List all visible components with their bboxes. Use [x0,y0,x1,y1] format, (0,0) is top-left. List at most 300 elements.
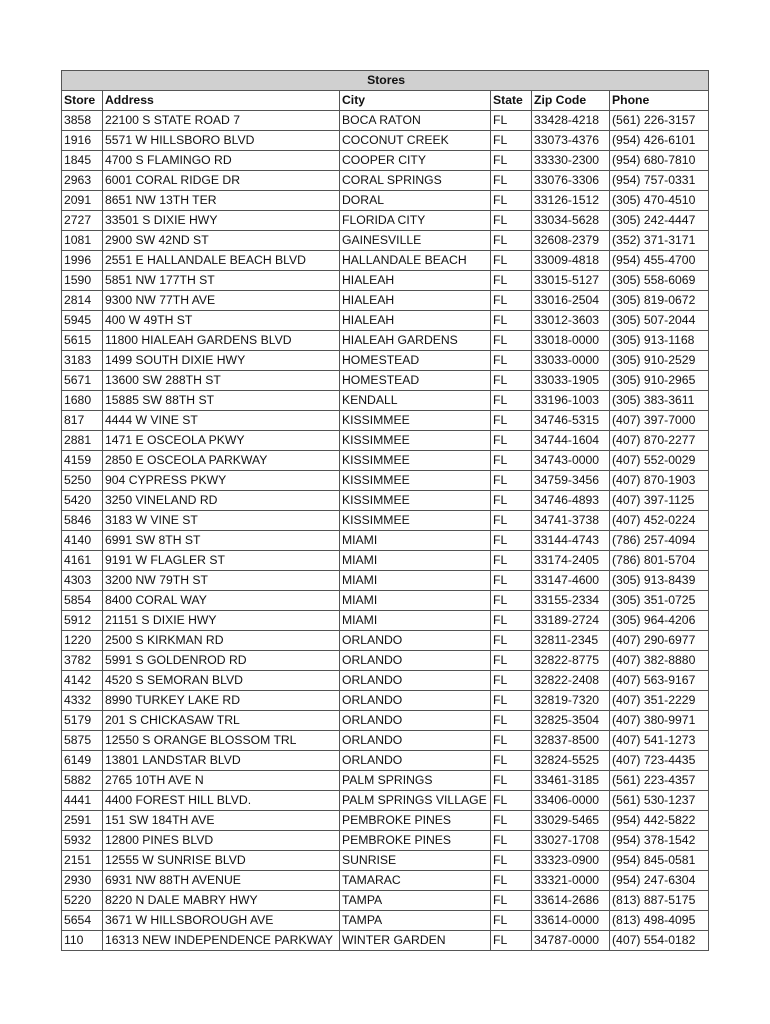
cell-store-number: 5875 [62,731,103,751]
cell-store-number: 1590 [62,271,103,291]
cell-state: FL [491,571,532,591]
cell-state: FL [491,111,532,131]
header-state: State [491,91,532,111]
cell-city: ORLANDO [340,711,491,731]
cell-city: CORAL SPRINGS [340,171,491,191]
table-row [62,251,709,271]
table-row [62,771,709,791]
cell-phone: (305) 351-0725 [610,591,709,611]
cell-store-number: 2727 [62,211,103,231]
cell-phone: (305) 964-4206 [610,611,709,631]
table-row [62,731,709,751]
cell-state: FL [491,191,532,211]
cell-city: KISSIMMEE [340,451,491,471]
cell-phone: (407) 382-8880 [610,651,709,671]
cell-store-number: 4332 [62,691,103,711]
cell-city: MIAMI [340,551,491,571]
cell-store-number: 5220 [62,891,103,911]
cell-store-number: 817 [62,411,103,431]
cell-address: 2551 E HALLANDALE BEACH BLVD [103,251,340,271]
cell-phone: (786) 801-5704 [610,551,709,571]
cell-state: FL [491,891,532,911]
cell-address: 5571 W HILLSBORO BLVD [103,131,340,151]
cell-zip-code: 33321-0000 [532,871,610,891]
cell-zip-code: 34741-3738 [532,511,610,531]
cell-phone: (305) 910-2529 [610,351,709,371]
cell-state: FL [491,831,532,851]
cell-address: 1471 E OSCEOLA PKWY [103,431,340,451]
cell-zip-code: 33076-3306 [532,171,610,191]
cell-address: 3200 NW 79TH ST [103,571,340,591]
cell-store-number: 4161 [62,551,103,571]
cell-phone: (407) 380-9971 [610,711,709,731]
cell-zip-code: 32824-5525 [532,751,610,771]
cell-phone: (954) 426-6101 [610,131,709,151]
cell-address: 2500 S KIRKMAN RD [103,631,340,651]
cell-store-number: 5671 [62,371,103,391]
cell-address: 21151 S DIXIE HWY [103,611,340,631]
cell-city: KISSIMMEE [340,471,491,491]
cell-address: 33501 S DIXIE HWY [103,211,340,231]
cell-phone: (407) 723-4435 [610,751,709,771]
cell-address: 3250 VINELAND RD [103,491,340,511]
cell-zip-code: 33033-1905 [532,371,610,391]
table-row [62,631,709,651]
header-city: City [340,91,491,111]
cell-zip-code: 33016-2504 [532,291,610,311]
cell-store-number: 1845 [62,151,103,171]
cell-address: 2850 E OSCEOLA PARKWAY [103,451,340,471]
table-row [62,891,709,911]
table-row [62,611,709,631]
cell-city: PALM SPRINGS VILLAGE [340,791,491,811]
cell-zip-code: 34743-0000 [532,451,610,471]
cell-phone: (954) 378-1542 [610,831,709,851]
table-row [62,531,709,551]
cell-address: 400 W 49TH ST [103,311,340,331]
cell-zip-code: 33174-2405 [532,551,610,571]
cell-address: 11800 HIALEAH GARDENS BLVD [103,331,340,351]
cell-city: PEMBROKE PINES [340,811,491,831]
cell-address: 13801 LANDSTAR BLVD [103,751,340,771]
cell-address: 151 SW 184TH AVE [103,811,340,831]
cell-phone: (954) 680-7810 [610,151,709,171]
cell-zip-code: 32825-3504 [532,711,610,731]
cell-zip-code: 33018-0000 [532,331,610,351]
cell-address: 3183 W VINE ST [103,511,340,531]
cell-store-number: 2930 [62,871,103,891]
cell-phone: (407) 397-7000 [610,411,709,431]
cell-state: FL [491,711,532,731]
table-body [62,111,709,951]
cell-state: FL [491,871,532,891]
cell-store-number: 2881 [62,431,103,451]
cell-zip-code: 33614-0000 [532,911,610,931]
cell-zip-code: 33012-3603 [532,311,610,331]
cell-zip-code: 33147-4600 [532,571,610,591]
cell-zip-code: 33189-2724 [532,611,610,631]
table-row [62,371,709,391]
cell-city: KISSIMMEE [340,491,491,511]
cell-address: 3671 W HILLSBOROUGH AVE [103,911,340,931]
cell-address: 9300 NW 77TH AVE [103,291,340,311]
table-row [62,131,709,151]
cell-store-number: 5615 [62,331,103,351]
cell-city: ORLANDO [340,691,491,711]
cell-store-number: 5846 [62,511,103,531]
stores-table [61,70,709,951]
cell-state: FL [491,431,532,451]
cell-state: FL [491,371,532,391]
cell-state: FL [491,771,532,791]
cell-city: MIAMI [340,591,491,611]
cell-state: FL [491,451,532,471]
cell-phone: (407) 397-1125 [610,491,709,511]
cell-phone: (407) 870-1903 [610,471,709,491]
cell-state: FL [491,651,532,671]
cell-address: 5991 S GOLDENROD RD [103,651,340,671]
cell-store-number: 3782 [62,651,103,671]
table-row [62,391,709,411]
cell-city: COOPER CITY [340,151,491,171]
cell-zip-code: 33009-4818 [532,251,610,271]
cell-state: FL [491,931,532,951]
cell-zip-code: 32608-2379 [532,231,610,251]
table-row [62,331,709,351]
cell-address: 4520 S SEMORAN BLVD [103,671,340,691]
cell-zip-code: 34746-4893 [532,491,610,511]
cell-store-number: 2591 [62,811,103,831]
cell-city: HIALEAH [340,311,491,331]
cell-state: FL [491,731,532,751]
cell-zip-code: 33073-4376 [532,131,610,151]
table-row [62,871,709,891]
table-row [62,451,709,471]
cell-zip-code: 33126-1512 [532,191,610,211]
cell-city: HIALEAH [340,291,491,311]
cell-city: ORLANDO [340,651,491,671]
cell-city: BOCA RATON [340,111,491,131]
cell-state: FL [491,631,532,651]
cell-state: FL [491,291,532,311]
cell-state: FL [491,311,532,331]
cell-address: 9191 W FLAGLER ST [103,551,340,571]
table-row [62,851,709,871]
cell-phone: (954) 455-4700 [610,251,709,271]
cell-phone: (954) 845-0581 [610,851,709,871]
cell-zip-code: 33033-0000 [532,351,610,371]
header-store: Store [62,91,103,111]
cell-phone: (407) 563-9167 [610,671,709,691]
table-row [62,291,709,311]
cell-phone: (305) 383-3611 [610,391,709,411]
cell-state: FL [491,391,532,411]
cell-state: FL [491,491,532,511]
cell-phone: (407) 452-0224 [610,511,709,531]
cell-address: 201 S CHICKASAW TRL [103,711,340,731]
cell-city: ORLANDO [340,631,491,651]
table-row [62,471,709,491]
cell-store-number: 3183 [62,351,103,371]
cell-zip-code: 34746-5315 [532,411,610,431]
cell-zip-code: 33155-2334 [532,591,610,611]
cell-city: KISSIMMEE [340,511,491,531]
cell-address: 8651 NW 13TH TER [103,191,340,211]
cell-store-number: 5654 [62,911,103,931]
cell-zip-code: 33034-5628 [532,211,610,231]
cell-address: 904 CYPRESS PKWY [103,471,340,491]
table-row [62,191,709,211]
cell-zip-code: 34787-0000 [532,931,610,951]
stores-sheet [61,70,708,951]
cell-state: FL [491,231,532,251]
cell-state: FL [491,411,532,431]
cell-state: FL [491,591,532,611]
cell-address: 8400 CORAL WAY [103,591,340,611]
cell-state: FL [491,151,532,171]
cell-zip-code: 33614-2686 [532,891,610,911]
cell-city: ORLANDO [340,751,491,771]
cell-city: MIAMI [340,531,491,551]
cell-phone: (407) 554-0182 [610,931,709,951]
table-row [62,311,709,331]
table-row [62,551,709,571]
cell-city: TAMARAC [340,871,491,891]
cell-address: 15885 SW 88TH ST [103,391,340,411]
cell-store-number: 5932 [62,831,103,851]
cell-store-number: 1220 [62,631,103,651]
cell-city: PALM SPRINGS [340,771,491,791]
table-row [62,571,709,591]
table-row [62,591,709,611]
cell-city: WINTER GARDEN [340,931,491,951]
cell-state: FL [491,331,532,351]
cell-state: FL [491,611,532,631]
cell-city: SUNRISE [340,851,491,871]
cell-address: 12800 PINES BLVD [103,831,340,851]
cell-address: 6991 SW 8TH ST [103,531,340,551]
cell-state: FL [491,511,532,531]
table-title: Stores [62,71,709,91]
header-address: Address [103,91,340,111]
cell-store-number: 4140 [62,531,103,551]
header-zip-code: Zip Code [532,91,610,111]
cell-store-number: 6149 [62,751,103,771]
table-row [62,791,709,811]
cell-phone: (305) 470-4510 [610,191,709,211]
table-row [62,711,709,731]
table-row [62,231,709,251]
cell-phone: (407) 541-1273 [610,731,709,751]
cell-zip-code: 33144-4743 [532,531,610,551]
cell-zip-code: 33029-5465 [532,811,610,831]
cell-store-number: 4142 [62,671,103,691]
cell-address: 2900 SW 42ND ST [103,231,340,251]
cell-zip-code: 33406-0000 [532,791,610,811]
cell-city: TAMPA [340,911,491,931]
cell-state: FL [491,131,532,151]
cell-phone: (407) 552-0029 [610,451,709,471]
cell-store-number: 110 [62,931,103,951]
cell-city: HALLANDALE BEACH [340,251,491,271]
table-row [62,931,709,951]
cell-address: 6931 NW 88TH AVENUE [103,871,340,891]
cell-phone: (561) 226-3157 [610,111,709,131]
cell-address: 8220 N DALE MABRY HWY [103,891,340,911]
cell-city: HOMESTEAD [340,351,491,371]
cell-city: GAINESVILLE [340,231,491,251]
cell-phone: (407) 351-2229 [610,691,709,711]
cell-phone: (813) 887-5175 [610,891,709,911]
cell-address: 1499 SOUTH DIXIE HWY [103,351,340,371]
cell-store-number: 4159 [62,451,103,471]
cell-phone: (786) 257-4094 [610,531,709,551]
cell-address: 6001 CORAL RIDGE DR [103,171,340,191]
cell-zip-code: 33461-3185 [532,771,610,791]
cell-city: ORLANDO [340,671,491,691]
cell-state: FL [491,851,532,871]
cell-state: FL [491,551,532,571]
cell-zip-code: 33027-1708 [532,831,610,851]
cell-store-number: 1680 [62,391,103,411]
cell-store-number: 5179 [62,711,103,731]
cell-zip-code: 33015-5127 [532,271,610,291]
cell-state: FL [491,751,532,771]
cell-store-number: 5882 [62,771,103,791]
cell-phone: (305) 558-6069 [610,271,709,291]
cell-phone: (561) 530-1237 [610,791,709,811]
cell-zip-code: 34759-3456 [532,471,610,491]
cell-phone: (813) 498-4095 [610,911,709,931]
cell-zip-code: 32811-2345 [532,631,610,651]
cell-state: FL [491,171,532,191]
cell-store-number: 5420 [62,491,103,511]
cell-state: FL [491,691,532,711]
cell-phone: (305) 819-0672 [610,291,709,311]
table-row [62,811,709,831]
cell-store-number: 4441 [62,791,103,811]
table-row [62,671,709,691]
cell-phone: (305) 507-2044 [610,311,709,331]
cell-state: FL [491,271,532,291]
cell-store-number: 4303 [62,571,103,591]
cell-store-number: 3858 [62,111,103,131]
table-row [62,911,709,931]
cell-zip-code: 34744-1604 [532,431,610,451]
cell-address: 4444 W VINE ST [103,411,340,431]
cell-store-number: 1081 [62,231,103,251]
cell-phone: (305) 913-8439 [610,571,709,591]
cell-address: 13600 SW 288TH ST [103,371,340,391]
cell-state: FL [491,211,532,231]
table-row [62,651,709,671]
cell-state: FL [491,671,532,691]
table-row [62,491,709,511]
cell-store-number: 1916 [62,131,103,151]
cell-store-number: 5854 [62,591,103,611]
cell-phone: (954) 247-6304 [610,871,709,891]
cell-city: KENDALL [340,391,491,411]
cell-phone: (561) 223-4357 [610,771,709,791]
cell-phone: (352) 371-3171 [610,231,709,251]
cell-state: FL [491,531,532,551]
cell-city: MIAMI [340,611,491,631]
header-phone: Phone [610,91,709,111]
cell-state: FL [491,811,532,831]
cell-city: ORLANDO [340,731,491,751]
cell-phone: (954) 442-5822 [610,811,709,831]
cell-store-number: 5250 [62,471,103,491]
table-row [62,431,709,451]
cell-city: MIAMI [340,571,491,591]
cell-city: PEMBROKE PINES [340,831,491,851]
cell-phone: (305) 910-2965 [610,371,709,391]
cell-state: FL [491,251,532,271]
cell-address: 2765 10TH AVE N [103,771,340,791]
table-row [62,751,709,771]
cell-address: 12550 S ORANGE BLOSSOM TRL [103,731,340,751]
table-row [62,271,709,291]
table-row [62,351,709,371]
table-row [62,151,709,171]
cell-phone: (954) 757-0331 [610,171,709,191]
cell-city: COCONUT CREEK [340,131,491,151]
table-row [62,171,709,191]
cell-store-number: 2963 [62,171,103,191]
cell-zip-code: 32819-7320 [532,691,610,711]
cell-city: FLORIDA CITY [340,211,491,231]
cell-address: 4700 S FLAMINGO RD [103,151,340,171]
cell-zip-code: 32837-8500 [532,731,610,751]
cell-address: 8990 TURKEY LAKE RD [103,691,340,711]
cell-phone: (305) 913-1168 [610,331,709,351]
table-row [62,211,709,231]
cell-store-number: 1996 [62,251,103,271]
cell-store-number: 2151 [62,851,103,871]
cell-state: FL [491,791,532,811]
cell-store-number: 2814 [62,291,103,311]
cell-store-number: 5912 [62,611,103,631]
cell-address: 22100 S STATE ROAD 7 [103,111,340,131]
cell-state: FL [491,471,532,491]
cell-city: HOMESTEAD [340,371,491,391]
cell-phone: (305) 242-4447 [610,211,709,231]
cell-zip-code: 33428-4218 [532,111,610,131]
cell-city: KISSIMMEE [340,411,491,431]
cell-state: FL [491,911,532,931]
table-row [62,511,709,531]
cell-address: 16313 NEW INDEPENDENCE PARKWAY [103,931,340,951]
cell-phone: (407) 870-2277 [610,431,709,451]
cell-address: 12555 W SUNRISE BLVD [103,851,340,871]
cell-store-number: 5945 [62,311,103,331]
table-row [62,111,709,131]
cell-zip-code: 32822-8775 [532,651,610,671]
cell-phone: (407) 290-6977 [610,631,709,651]
table-row [62,411,709,431]
cell-city: KISSIMMEE [340,431,491,451]
cell-city: DORAL [340,191,491,211]
cell-city: HIALEAH [340,271,491,291]
cell-address: 5851 NW 177TH ST [103,271,340,291]
cell-city: HIALEAH GARDENS [340,331,491,351]
cell-state: FL [491,351,532,371]
cell-zip-code: 33196-1003 [532,391,610,411]
table-row [62,831,709,851]
cell-store-number: 2091 [62,191,103,211]
cell-address: 4400 FOREST HILL BLVD. [103,791,340,811]
cell-zip-code: 33330-2300 [532,151,610,171]
